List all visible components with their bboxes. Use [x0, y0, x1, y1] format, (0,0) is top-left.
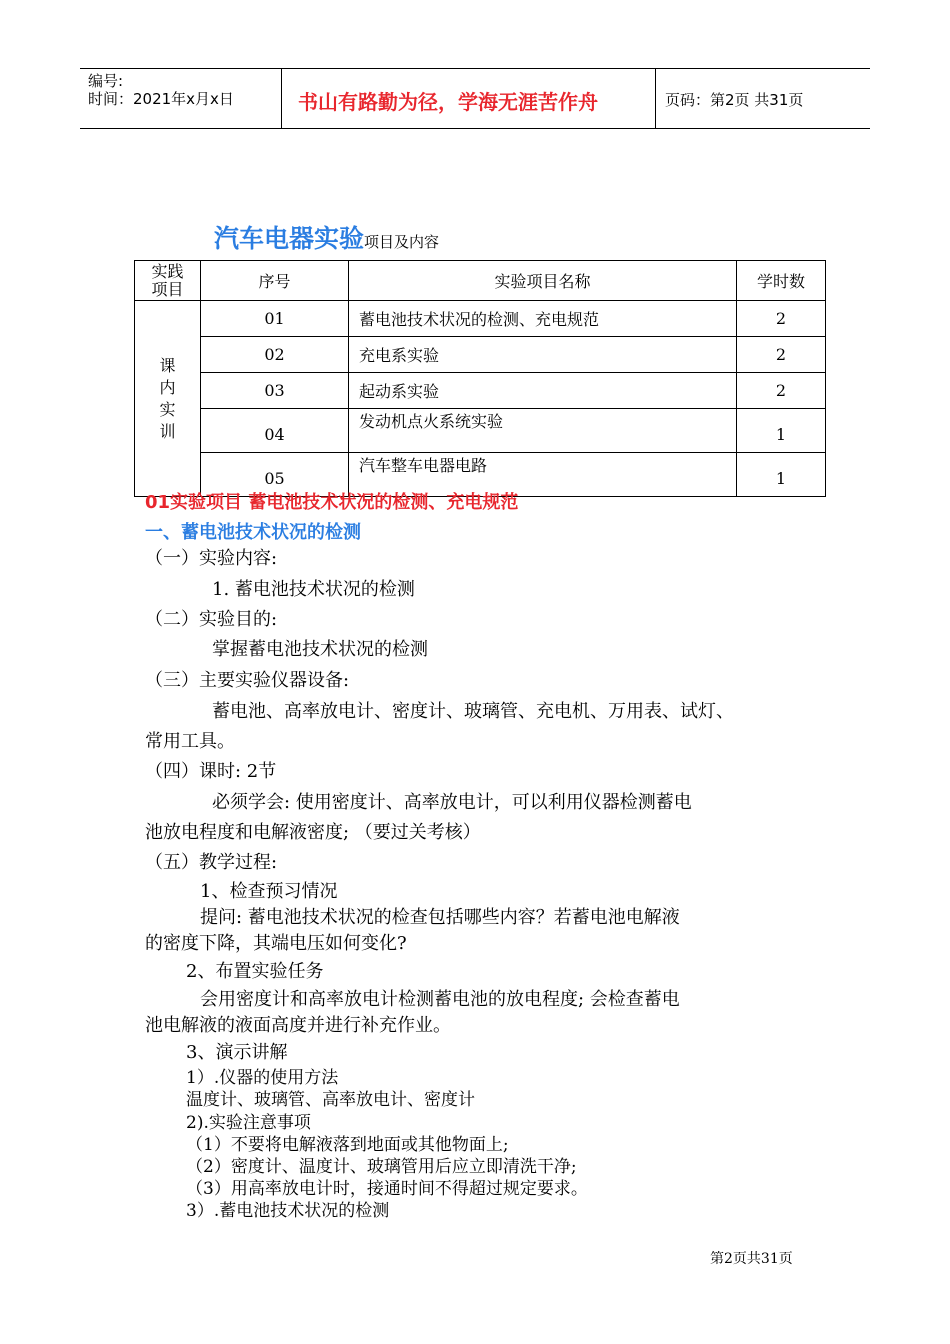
body-line: （三）主要实验仪器设备:	[145, 670, 350, 691]
body-line: 温度计、玻璃管、高率放电计、密度计	[186, 1090, 475, 1110]
body-line: 1. 蓄电池技术状况的检测	[212, 579, 415, 600]
header-top-rule	[80, 68, 870, 69]
page-title	[214, 219, 439, 255]
body-line: 1、检查预习情况	[200, 881, 338, 902]
row-hours: 2	[737, 301, 826, 337]
group-label-char: 实	[159, 399, 176, 419]
group-label-char: 课	[159, 355, 176, 375]
row-number: 03	[201, 373, 349, 409]
group-label-cell	[135, 301, 201, 497]
group-label	[135, 355, 200, 443]
row-number: 04	[201, 409, 349, 453]
section-heading: 一、蓄电池技术状况的检测	[145, 522, 361, 543]
body-line: 池电解液的液面高度并进行补充作业。	[145, 1015, 451, 1036]
body-line: 2、布置实验任务	[186, 961, 324, 982]
row-hours: 2	[737, 373, 826, 409]
row-hours: 1	[737, 453, 826, 497]
row-name: 起动系实验	[349, 373, 737, 409]
body-line: 1）.仪器的使用方法	[186, 1068, 339, 1088]
body-line: 2).实验注意事项	[186, 1113, 311, 1133]
header-practice-item	[135, 261, 201, 301]
body-line: 蓄电池、高率放电计、密度计、玻璃管、充电机、万用表、试灯、	[212, 701, 734, 722]
body-line: 提问: 蓄电池技术状况的检查包括哪些内容？若蓄电池电解液	[200, 907, 680, 928]
header-divider-right	[655, 68, 656, 128]
body-line: （2）密度计、温度计、玻璃管用后应立即清洗干净;	[186, 1157, 577, 1177]
body-line: （3）用高率放电计时，接通时间不得超过规定要求。	[186, 1179, 588, 1199]
body-line: （二）实验目的:	[145, 609, 278, 630]
page-title-main: 汽车电器实验	[214, 224, 365, 253]
body-line: 常用工具。	[145, 731, 235, 752]
header-page-info: 页码：第2页 共31页	[665, 91, 804, 109]
body-line: 池放电程度和电解液密度; （要过关考核）	[145, 822, 481, 843]
body-line: （四）课时: 2节	[145, 761, 277, 782]
table-header-row	[135, 261, 826, 301]
header-divider-left	[281, 68, 282, 128]
header-project-name: 实验项目名称	[349, 261, 737, 301]
row-number: 02	[201, 337, 349, 373]
row-name: 汽车整车电器电路	[349, 453, 737, 497]
body-line: 会用密度计和高率放电计检测蓄电池的放电程度; 会检查蓄电	[200, 989, 680, 1010]
project-table	[134, 260, 826, 497]
table-row	[135, 301, 826, 337]
project-heading: 01实验项目 蓄电池技术状况的检测、充电规范	[145, 492, 519, 513]
row-hours: 2	[737, 337, 826, 373]
row-number: 05	[201, 453, 349, 497]
header-bottom-rule	[80, 128, 870, 129]
group-label-char: 内	[159, 377, 176, 397]
body-line: （1）不要将电解液落到地面或其他物面上;	[186, 1135, 509, 1155]
page-title-sub: 项目及内容	[364, 233, 440, 251]
row-hours: 1	[737, 409, 826, 453]
header-practice-line-2: 项目	[151, 279, 184, 299]
header-motto: 书山有路勤为径，学海无涯苦作舟	[298, 90, 598, 114]
header-number: 序号	[201, 261, 349, 301]
body-line: 3）.蓄电池技术状况的检测	[186, 1201, 390, 1221]
header-hours: 学时数	[737, 261, 826, 301]
body-line: （五）教学过程:	[145, 852, 278, 873]
body-line: 3、演示讲解	[186, 1042, 288, 1063]
footer-page-number: 第2页共31页	[710, 1251, 793, 1267]
table-row	[135, 337, 826, 373]
header-practice-line-1: 实践	[151, 261, 184, 281]
body-line: 掌握蓄电池技术状况的检测	[212, 639, 428, 660]
group-label-char: 训	[159, 421, 176, 441]
serial-label: 编号:	[88, 72, 124, 90]
table-row	[135, 409, 826, 453]
row-name: 发动机点火系统实验	[349, 409, 737, 453]
row-name: 蓄电池技术状况的检测、充电规范	[349, 301, 737, 337]
time-label: 时间：2021年x月x日	[88, 90, 234, 108]
body-line: （一）实验内容:	[145, 548, 278, 569]
body-line: 的密度下降，其端电压如何变化?	[145, 933, 407, 954]
row-number: 01	[201, 301, 349, 337]
table-row	[135, 373, 826, 409]
row-name: 充电系实验	[349, 337, 737, 373]
body-line: 必须学会: 使用密度计、高率放电计，可以利用仪器检测蓄电	[212, 792, 692, 813]
